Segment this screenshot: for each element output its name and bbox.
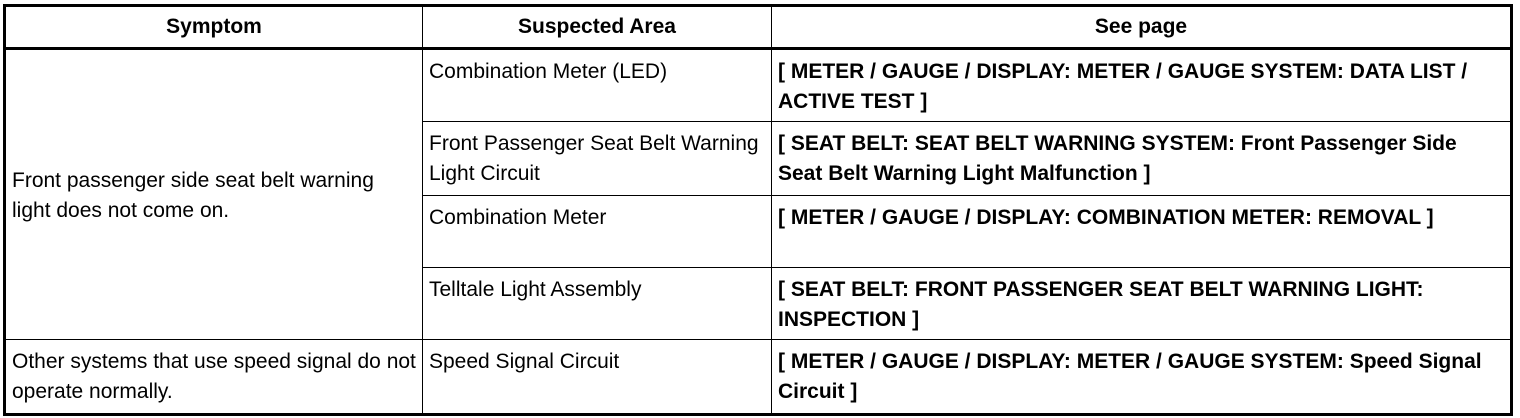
symptom-cell: Other systems that use speed signal do not operate normally. — [5, 340, 423, 415]
see-page-link[interactable]: [ METER / GAUGE / DISPLAY: METER / GAUGE SYSTEM: Speed Signal Circuit ] — [772, 340, 1512, 415]
see-page-link[interactable]: [ METER / GAUGE / DISPLAY: COMBINATION METER: REMOVAL ] — [772, 196, 1512, 268]
suspected-area-cell: Front Passenger Seat Belt Warning Light Circuit — [423, 122, 772, 196]
troubleshooting-table-container — [3, 4, 1510, 416]
suspected-area-cell: Telltale Light Assembly — [423, 268, 772, 340]
suspected-area-cell: Speed Signal Circuit — [423, 340, 772, 415]
suspected-area-cell: Combination Meter — [423, 196, 772, 268]
header-suspected-area: Suspected Area — [423, 6, 772, 49]
see-page-link[interactable]: [ SEAT BELT: SEAT BELT WARNING SYSTEM: Front Passenger Side Seat Belt Warning Light Malfunction ] — [772, 122, 1512, 196]
header-row — [5, 6, 1512, 49]
troubleshooting-table — [3, 4, 1513, 416]
see-page-link[interactable]: [ METER / GAUGE / DISPLAY: METER / GAUGE SYSTEM: DATA LIST / ACTIVE TEST ] — [772, 49, 1512, 122]
see-page-link[interactable]: [ SEAT BELT: FRONT PASSENGER SEAT BELT WARNING LIGHT: INSPECTION ] — [772, 268, 1512, 340]
table-row — [5, 49, 1512, 122]
symptom-cell: Front passenger side seat belt warning light does not come on. — [5, 49, 423, 340]
table-row — [5, 340, 1512, 415]
header-symptom: Symptom — [5, 6, 423, 49]
suspected-area-cell: Combination Meter (LED) — [423, 49, 772, 122]
header-see-page: See page — [772, 6, 1512, 49]
